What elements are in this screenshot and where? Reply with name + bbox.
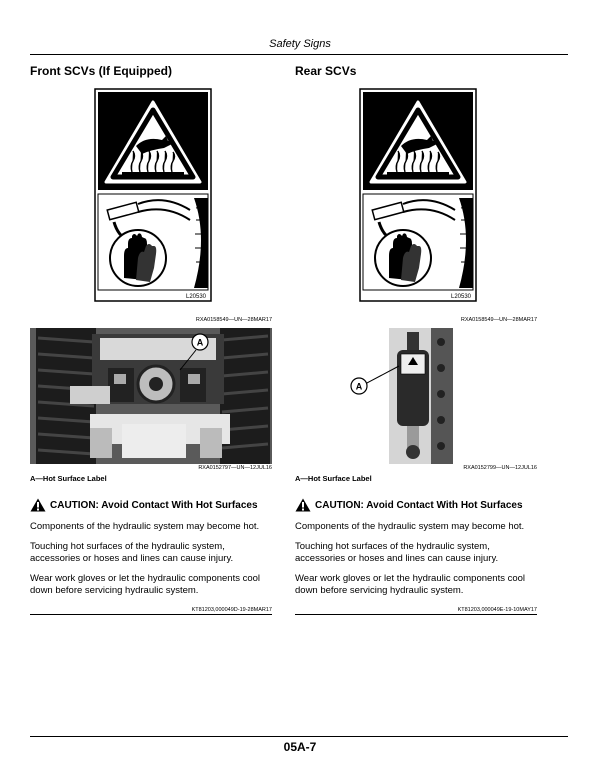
page-number: 05A-7 [283, 740, 317, 754]
running-header: Safety Signs [269, 38, 331, 50]
decal-ref: RXA0158549—UN—28MAR17 [195, 317, 272, 323]
section-footer-ref: KT81203,000049D-19-28MAR17 [30, 607, 272, 615]
hot-surface-decal-illustration [359, 88, 477, 302]
header-rule [30, 54, 568, 55]
section-footer-ref: KT81203,000049E-19-10MAY17 [295, 607, 537, 615]
rear-cylinder-photo [295, 328, 537, 464]
figure-caption: A—Hot Surface Label [30, 474, 107, 483]
photo-ref: RXA0152797—UN—12JUL16 [198, 465, 272, 471]
svg-text:A: A [355, 381, 363, 392]
section-title: Front SCVs (If Equipped) [30, 64, 172, 78]
hot-surface-decal [295, 80, 537, 316]
body-paragraph: Components of the hydraulic system may become hot. [295, 521, 525, 532]
footer-rule [30, 736, 568, 737]
caution-icon [295, 498, 311, 512]
body-paragraph: Components of the hydraulic system may become hot. [30, 521, 260, 532]
front-scvs-section [30, 62, 272, 615]
caution-icon [30, 498, 46, 512]
section-title: Rear SCVs [295, 64, 357, 78]
hot-surface-decal [30, 80, 272, 316]
caution-text: CAUTION: Avoid Contact With Hot Surfaces [315, 499, 523, 511]
body-paragraph: Touching hot surfaces of the hydraulic system, accessories or hoses and lines can cause injury. [295, 541, 499, 564]
body-paragraph: Wear work gloves or let the hydraulic components cool down before servicing hydraulic system. [30, 573, 261, 596]
caution-heading [295, 497, 537, 513]
figure-caption: A—Hot Surface Label [295, 474, 372, 483]
svg-text:A: A [196, 337, 204, 348]
photo-ref: RXA0152799—UN—12JUL16 [463, 465, 537, 471]
decal-code: L20530 [186, 294, 207, 300]
body-paragraph: Touching hot surfaces of the hydraulic system, accessories or hoses and lines can cause injury. [30, 541, 234, 564]
hot-surface-decal-illustration [94, 88, 212, 302]
front-hitch-photo [30, 328, 272, 464]
caution-heading [30, 497, 272, 513]
decal-code: L20530 [451, 294, 472, 300]
body-paragraph: Wear work gloves or let the hydraulic components cool down before servicing hydraulic system. [295, 573, 526, 596]
rear-scvs-section [295, 62, 537, 615]
caution-text: CAUTION: Avoid Contact With Hot Surfaces [50, 499, 258, 511]
decal-ref: RXA0158549—UN—28MAR17 [460, 317, 537, 323]
